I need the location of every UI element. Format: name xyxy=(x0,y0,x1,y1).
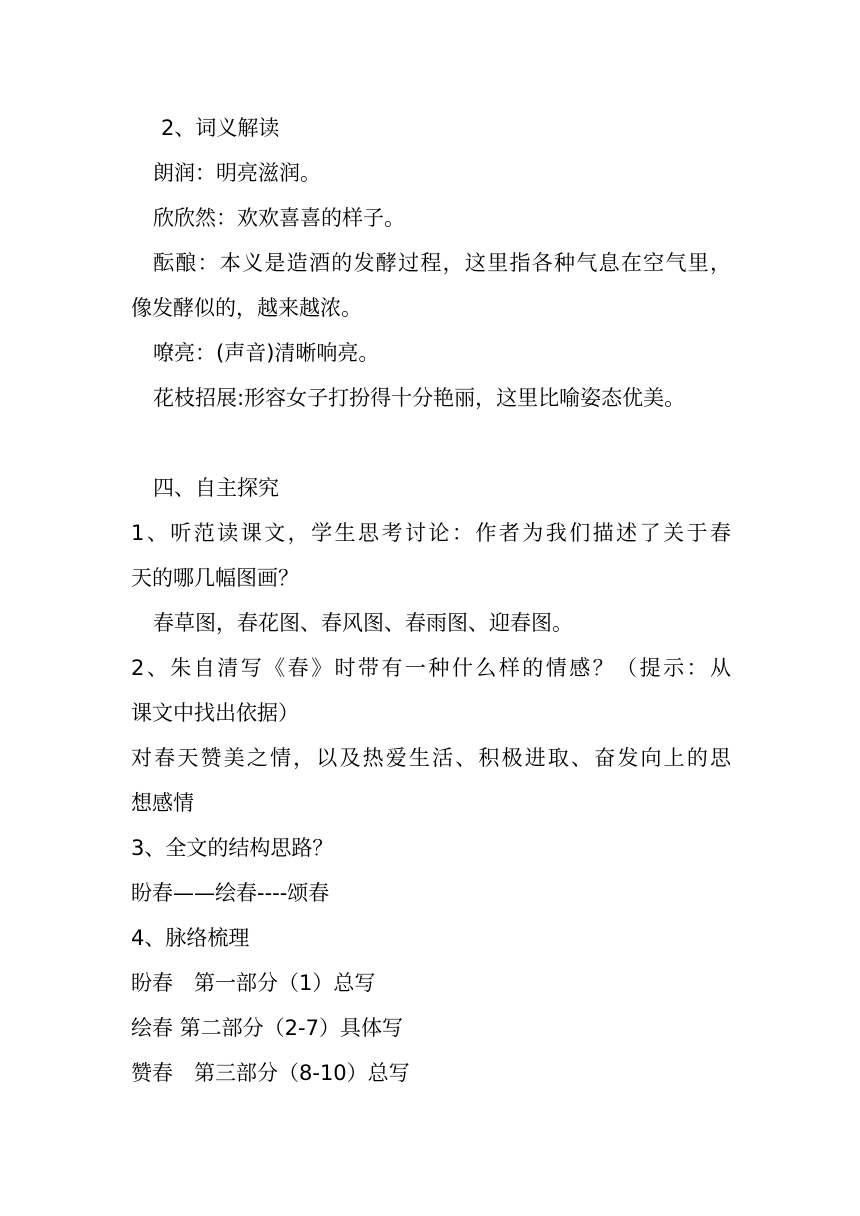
answer-3: 盼春——绘春----颂春 xyxy=(131,881,330,905)
question-2-line2: 课文中找出依据） xyxy=(131,701,299,725)
answer-1: 春草图，春花图、春风图、春雨图、迎春图。 xyxy=(153,611,573,635)
section-heading-self-study: 四、自主探究 xyxy=(153,476,279,500)
question-2-line1: 2、朱自清写《春》时带有一种什么样的情感？（提示：从 xyxy=(131,656,731,680)
outline-part-2: 绘春 第二部分（2-7）具体写 xyxy=(131,1016,403,1040)
question-3: 3、全文的结构思路？ xyxy=(131,836,334,860)
definition-liaoliang: 嘹亮：(声音)清晰响亮。 xyxy=(153,341,380,365)
definition-huazhizhaozhan: 花枝招展:形容女子打扮得十分艳丽，这里比喻姿态优美。 xyxy=(153,386,686,410)
answer-2-line2: 想感情 xyxy=(131,791,194,815)
outline-part-1: 盼春 第一部分（1）总写 xyxy=(131,971,376,995)
definition-xinxinran: 欣欣然：欢欢喜喜的样子。 xyxy=(153,206,405,230)
answer-2-line1: 对春天赞美之情，以及热爱生活、积极进取、奋发向上的思 xyxy=(131,746,731,770)
question-1-line2: 天的哪几幅图画？ xyxy=(131,566,299,590)
definition-langrun: 朗润：明亮滋润。 xyxy=(153,161,321,185)
section-heading-word-meaning: 2、词义解读 xyxy=(161,116,280,140)
question-1-line1: 1、听范读课文，学生思考讨论：作者为我们描述了关于春 xyxy=(131,521,731,545)
definition-yunniang-line2: 像发酵似的，越来越浓。 xyxy=(131,296,362,320)
outline-part-3: 赞春 第三部分（8-10）总写 xyxy=(131,1061,410,1085)
question-4: 4、脉络梳理 xyxy=(131,926,250,950)
definition-yunniang-line1: 酝酿：本义是造酒的发酵过程，这里指各种气息在空气里， xyxy=(153,251,731,275)
